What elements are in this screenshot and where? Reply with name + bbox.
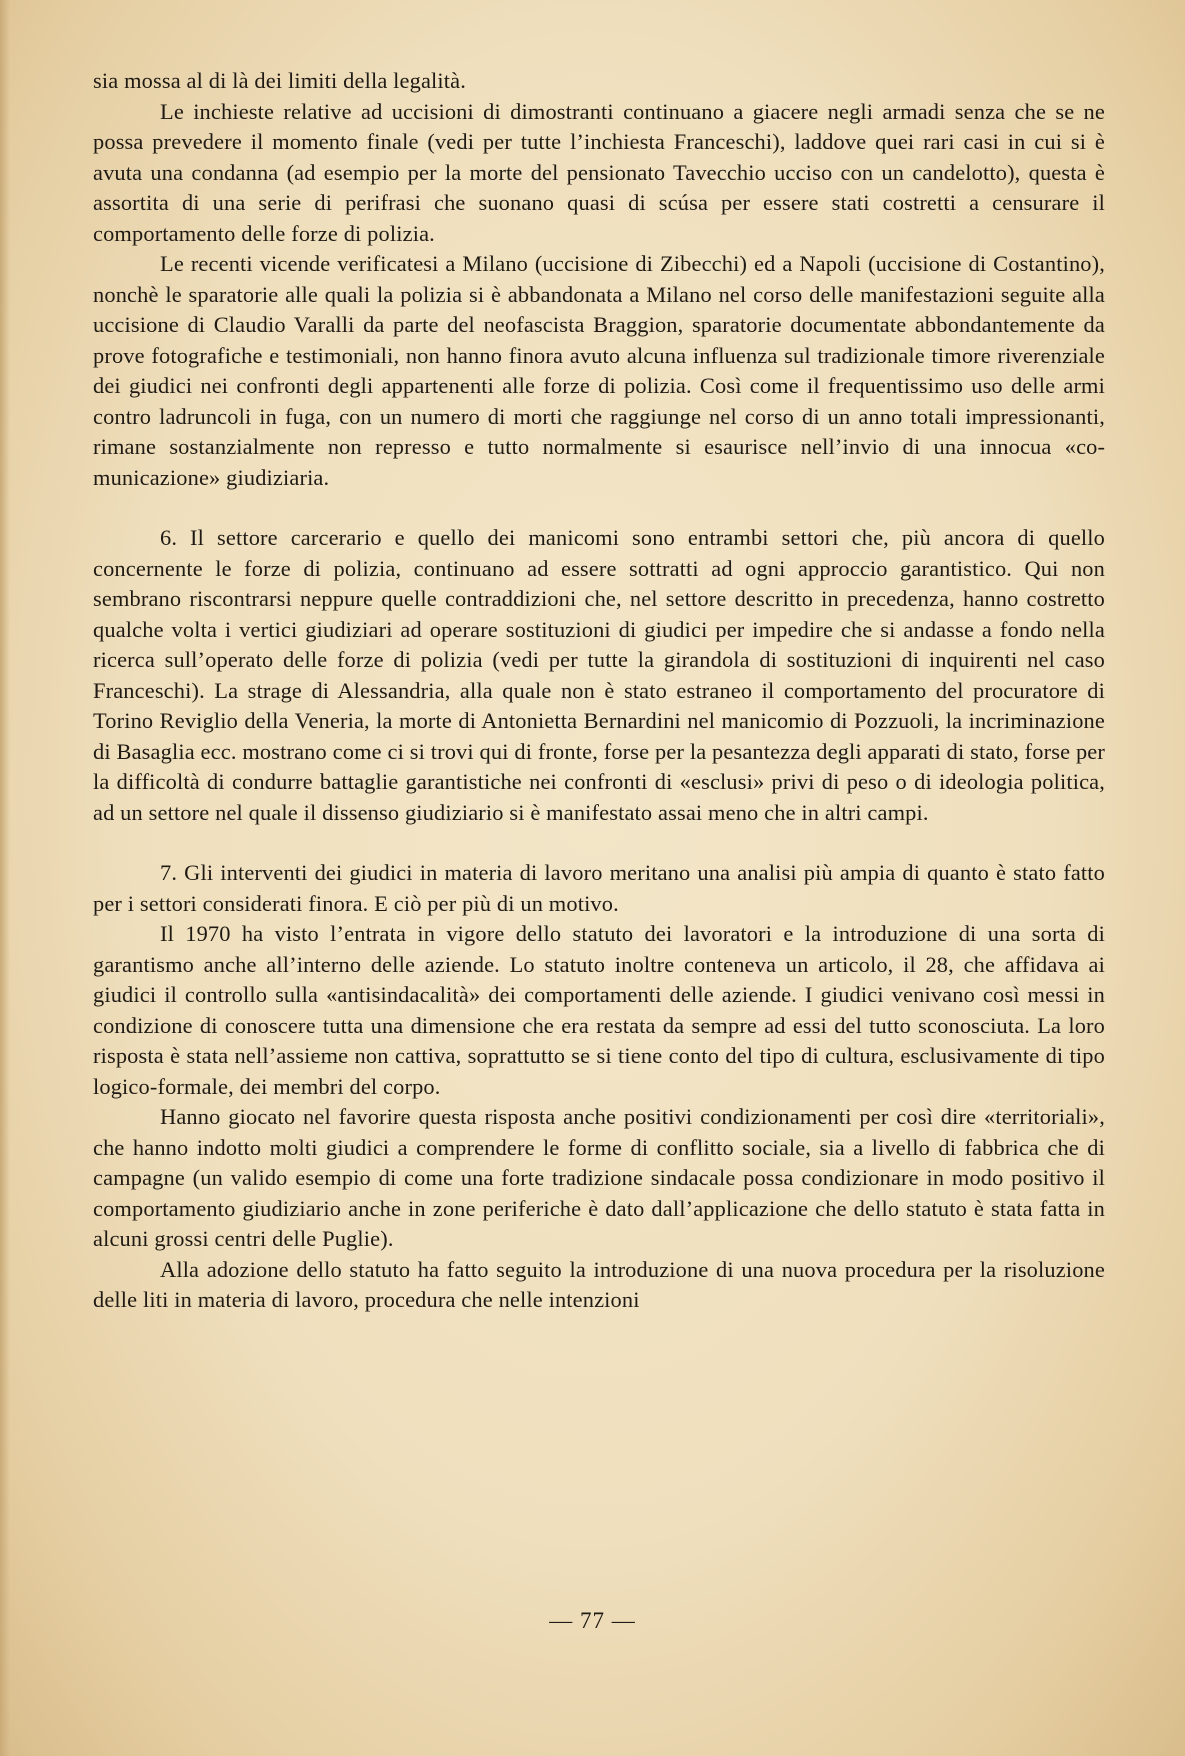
section-7-paragraph: 7. Gli interventi dei giudici in materia di lavoro meritano una analisi più ampia di quanto è stato fatto per i settori considerati finora. E ciò per più di un motivo.	[93, 860, 1105, 916]
paragraph-statuto-1970: Il 1970 ha visto l’entrata in vigore dello statuto dei lavoratori e la introduzione di una sorta di garantismo anche all’interno delle aziende. Lo statuto inoltre conteneva un articolo, il 28, che affidava ai giudici il controllo sulla «antisindacalità» dei comportamenti delle aziende. I giudici venivano così messi in condizione di conoscere tutta una dimensione che era restata da sempre ad essi del tutto sconosciuta. La loro risposta è stata nell’assieme non cattiva, soprattutto se si tiene conto del tipo di cultura, esclusivamente di tipo logico-formale, dei membri del corpo.	[93, 921, 1105, 1099]
page-edge-shadow	[0, 0, 10, 1756]
paragraph-inchieste: Le inchieste relative ad uccisioni di dimostranti continuano a giacere negli armadi senza che se ne possa prevedere il momento finale (vedi per tutte l’inchiesta Franceschi), laddove quei rari casi in cui si è avuta una condanna (ad esempio per la morte del pensionato Tavecchio ucciso con un candelotto), questa è assortita di una serie di perifrasi che suonano quasi di scúsa per essere stati costretti a censurare il comportamento delle forze di polizia.	[93, 98, 1105, 246]
paragraph-condizionamenti: Hanno giocato nel favorire questa risposta anche positivi condizionamenti per così dire «territoriali», che hanno indotto molti giudici a comprendere le forme di conflitto sociale, sia a livello di fabbrica che di campagne (un valido esempio di come una forte tradizione sindacale possa condizionare in modo positivo il comportamento giudiziario anche in zone periferiche è dato dall’applicazione che dello statuto è stata fatta in alcuni grossi centri delle Puglie).	[93, 1104, 1105, 1251]
section-6-paragraph: 6. Il settore carcerario e quello dei manicomi sono entrambi settori che, più ancora di quello concernente le forze di polizia, continuano ad essere sottratti ad ogni approccio garantistico. Qui non sembrano riscontrarsi neppure quelle contraddizioni che, nel settore descritto in precedenza, hanno costretto qualche volta i vertici giudiziari ad operare sostituzioni di giudici per impedire che si andasse a fondo nella ricerca sull’operato delle forze di polizia (vedi per tutte la girandola di sostituzioni di inquirenti nel caso Franceschi). La strage di Alessandria, alla quale non è stato estraneo il comportamento del procuratore di Torino Reviglio della Veneria, la morte di Antonietta Bernardini nel manicomio di Pozzuoli, la incriminazione di Basaglia ecc. mostrano come ci si trovi qui di fronte, forse per la pesantezza degli apparati di stato, forse per la difficoltà di condurre battaglie garantistiche nei confronti di «esclusi» privi di peso o di ideologia politica, ad un settore nel quale il dissenso giudiziario si è manifestato assai meno che in altri campi.	[93, 525, 1105, 825]
page-number: — 77 —	[549, 1608, 636, 1633]
body-text	[93, 66, 1105, 1316]
paragraph-continuation: sia mossa al di là dei limiti della legalità.	[93, 68, 466, 93]
paragraph-procedura: Alla adozione dello statuto ha fatto seguito la introduzione di una nuova procedura per la risoluzione delle liti in materia di lavoro, procedura che nelle intenzioni	[93, 1256, 1105, 1312]
paragraph-vicende-milano: Le recenti vicende verificatesi a Milano (uccisione di Zibecchi) ed a Napoli (uccisione di Costantino), nonchè le sparatorie alle quali la polizia si è abbandonata a Milano nel corso delle manifestazioni seguite alla uccisione di Claudio Varalli da parte del neofascista Braggion, sparatorie documentate abbondantemente da prove fotografiche e testimoniali, non hanno finora avuto alcuna influenza sul tradizionale timore riverenziale dei giudici nei confronti degli appartenenti alle forze di polizia. Così come il frequentissimo uso delle armi contro ladruncoli in fuga, con un numero di morti che raggiunge nel corso di un anno totali impressionanti, rimane sostanzialmente non represso e tutto normalmente si esaurisce nell’invio di una innocua «comunicazione» giudiziaria.	[93, 251, 1105, 490]
